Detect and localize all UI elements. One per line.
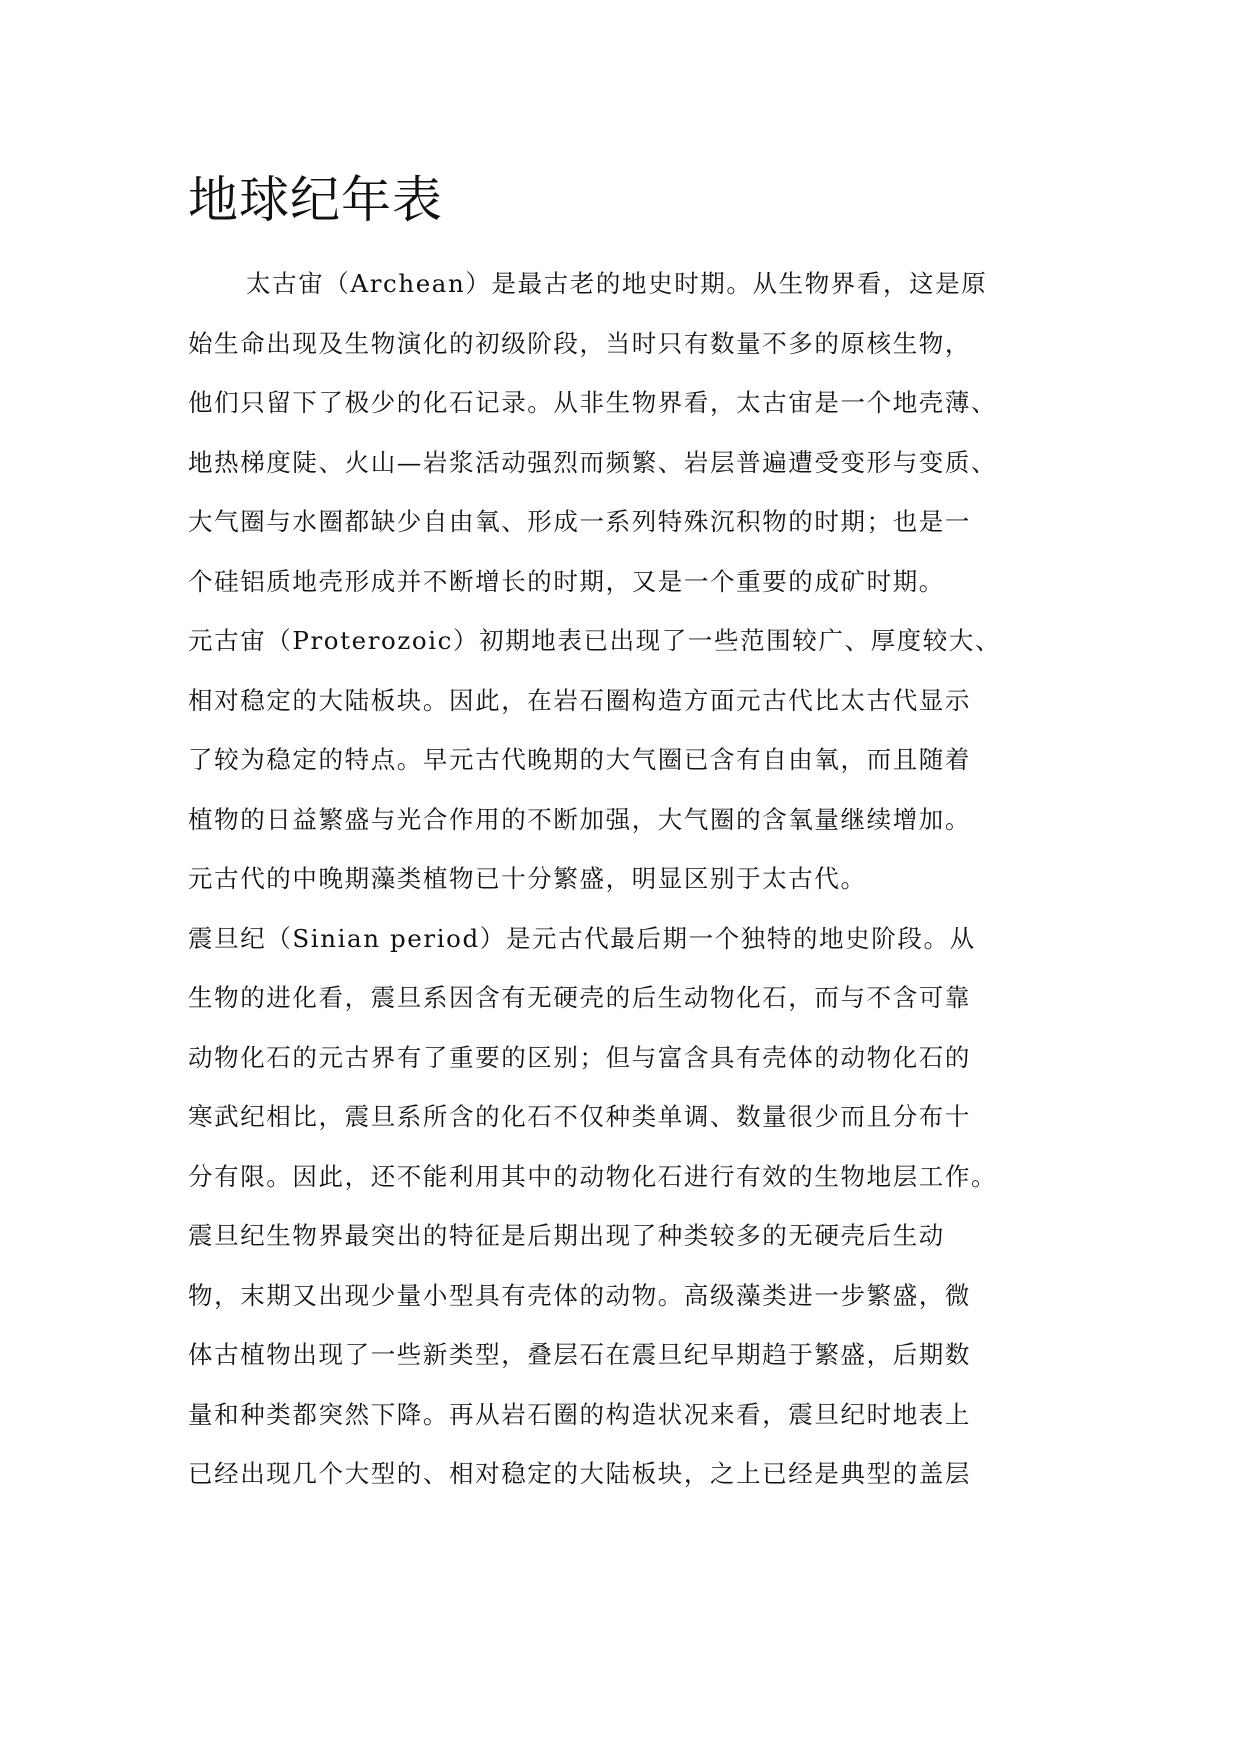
text-line: 植物的日益繁盛与光合作用的不断加强，大气圈的含氧量继续增加。 [188, 804, 971, 834]
text-line: 太古宙（Archean）是最古老的地史时期。从生物界看，这是原 [246, 269, 988, 298]
text-line: 物，末期又出现少量小型具有壳体的动物。高级藻类进一步繁盛，微 [188, 1280, 971, 1310]
text-line: 震旦纪（Sinian period）是元古代最后期一个独特的地史阶段。从 [188, 923, 976, 953]
document-body [188, 254, 1058, 1504]
document-title: 地球纪年表 [188, 171, 443, 229]
text-line: 生物的进化看，震旦系因含有无硬壳的后生动物化石，而与不含可靠 [188, 983, 971, 1012]
text-line: 他们只留下了极少的化石记录。从非生物界看，太古宙是一个地壳薄、 [188, 388, 998, 417]
text-line: 相对稳定的大陆板块。因此，在岩石圈构造方面元古代比太古代显示 [188, 685, 971, 715]
text-line: 已经出现几个大型的、相对稳定的大陆板块，之上已经是典型的盖层 [188, 1459, 971, 1488]
text-line: 了较为稳定的特点。早元古代晚期的大气圈已含有自由氧，而且随着 [188, 745, 971, 774]
text-line: 分有限。因此，还不能利用其中的动物化石进行有效的生物地层工作。 [188, 1161, 998, 1191]
text-line: 寒武纪相比，震旦系所含的化石不仅种类单调、数量很少而且分布十 [188, 1102, 971, 1131]
text-line: 元古代的中晚期藻类植物已十分繁盛，明显区别于太古代。 [188, 864, 867, 893]
text-line: 个硅铝质地壳形成并不断增长的时期，又是一个重要的成矿时期。 [188, 566, 945, 596]
text-line: 元古宙（Proterozoic）初期地表已出现了一些范围较广、厚度较大、 [188, 626, 1002, 655]
text-line: 大气圈与水圈都缺少自由氧、形成一系列特殊沉积物的时期；也是一 [188, 507, 971, 536]
text-line: 体古植物出现了一些新类型，叠层石在震旦纪早期趋于繁盛，后期数 [188, 1340, 971, 1369]
text-line: 动物化石的元古界有了重要的区别；但与富含具有壳体的动物化石的 [188, 1042, 971, 1072]
text-line: 地热梯度陡、火山—岩浆活动强烈而频繁、岩层普遍遭受变形与变质、 [188, 447, 998, 477]
text-line: 始生命出现及生物演化的初级阶段，当时只有数量不多的原核生物， [188, 328, 971, 358]
text-line: 震旦纪生物界最突出的特征是后期出现了种类较多的无硬壳后生动 [188, 1221, 945, 1250]
text-line: 量和种类都突然下降。再从岩石圈的构造状况来看，震旦纪时地表上 [188, 1399, 971, 1429]
